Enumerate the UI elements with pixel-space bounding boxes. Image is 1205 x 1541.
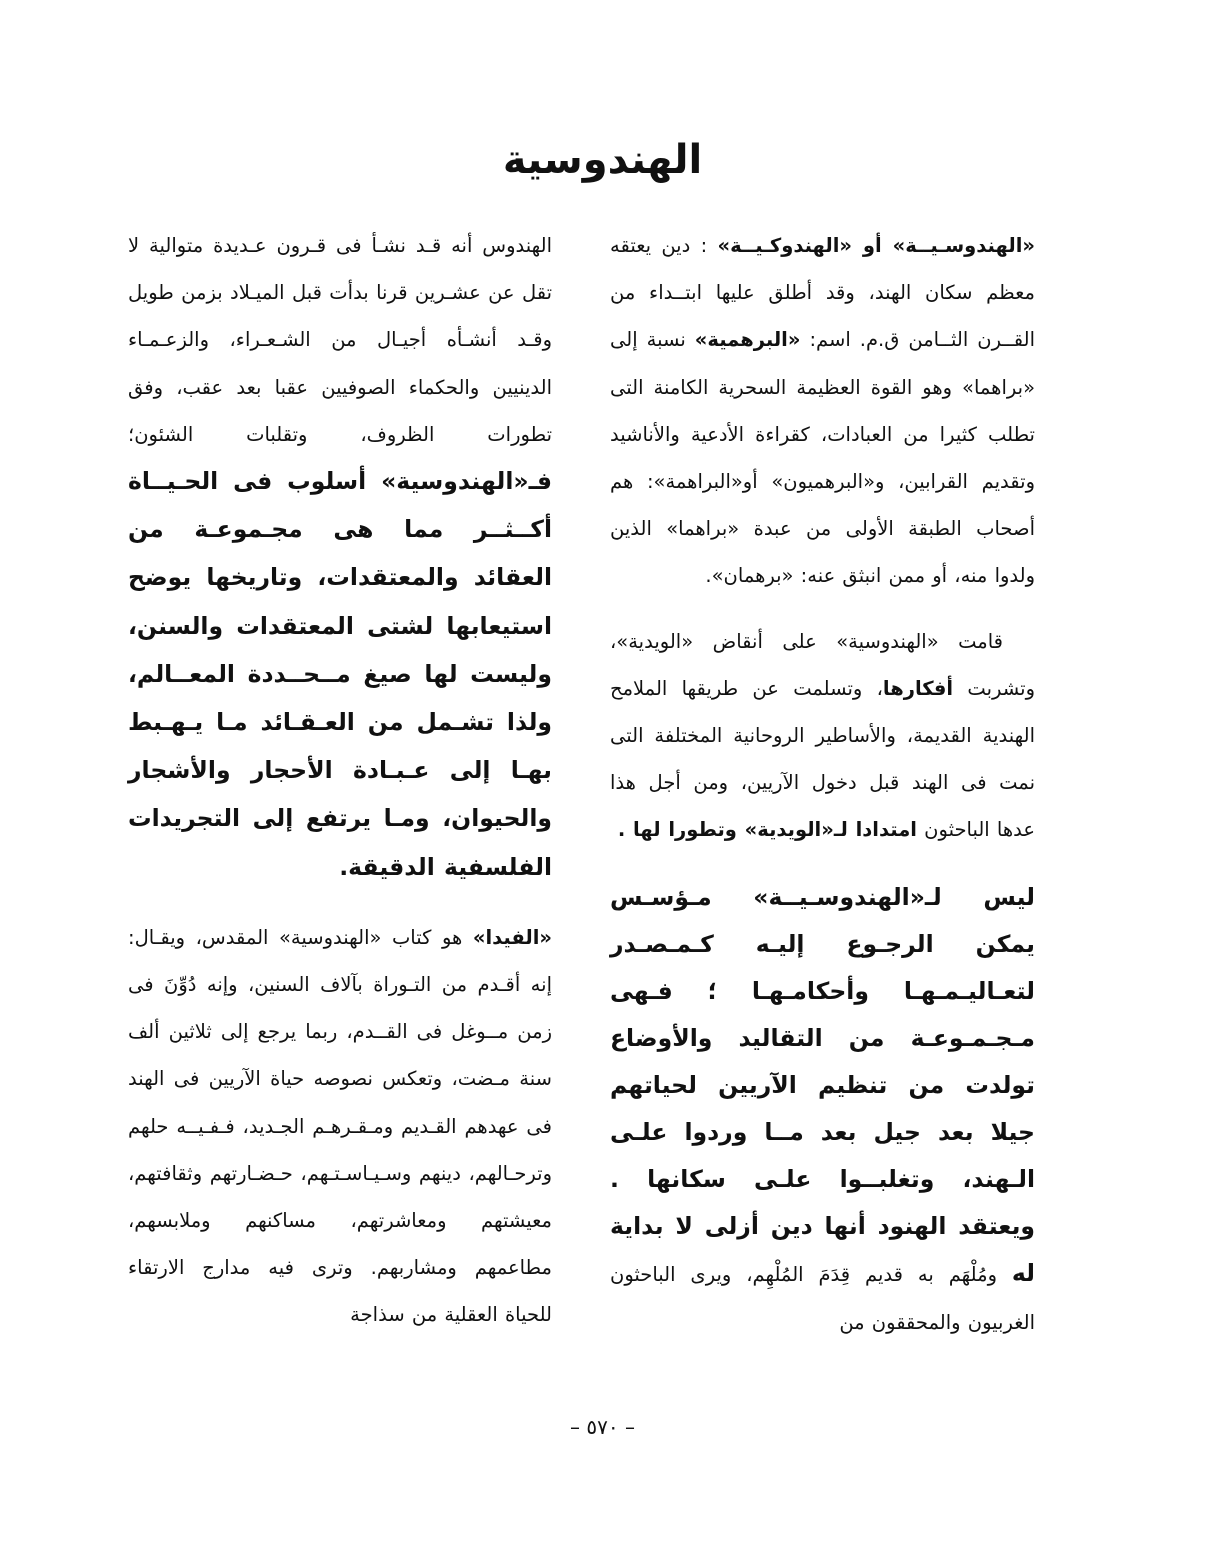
right-p2-text-2: ، وتسلمت عن طريقها الملامح الهندية القديمة، والأساطير الروحانية المختلفة التى نمت فى الهند قبل دخول الآريين، ومن أجل هذا عدها الباحثون xyxy=(610,676,1035,842)
right-paragraph-1 xyxy=(610,222,1035,600)
paragraph-gap xyxy=(128,892,552,914)
right-p2-bold-2: امتدادا لـ«الويدية» وتطورا لها . xyxy=(617,818,917,842)
right-p3-bold-1: ليس لـ«الهندوسـيــة» مـؤسـس يمكن الرجـوع إليـه كـمـصـدر لتعـاليـمـهـا وأحكامـهـا ؛ فـهى مـجـمـوعـة من التقاليد والأوضاع تولدت من تنظيم الآريين لحياتهم جيلا بعد جيل بعد مــا وردوا علـى الـهند، وتغلبــوا علـى سكانها . ويعتقد الهنود أنها دين أزلى لا بداية له xyxy=(610,882,1035,1287)
right-p2-text-1: قامت «الهندوسية» على أنقاض «الويدية»، وتشربت xyxy=(610,629,1035,700)
page-title: الهندوسية xyxy=(502,137,703,183)
left-column xyxy=(128,222,552,1339)
right-paragraph-2 xyxy=(610,618,1035,854)
left-paragraph-2 xyxy=(128,914,552,1339)
left-p1-text-1: الهندوس أنه قـد نشـأ فى قـرون عـديدة متوالية لا تقل عن عشـرين قرنا بدأت قبل الميـلاد بزمن طويل وقـد أنشـأه أجيـال من الشـعـراء، والزعـمـاء الدينيين والحكماء الصوفيين عقبا بعد عقب، وفق تطورات الظروف، وتقلبات الشئون؛ xyxy=(128,234,552,446)
right-p1-bold-2: «البرهمية» xyxy=(694,328,801,352)
left-p1-bold-1: فـ«الهندوسية» أسلوب فى الحـيــاة أكــثــر مما هى مجـموعـة من العقائد والمعتقدات، وتاريخها يوضح استيعابها لشتى المعتقدات والسنن، وليست لها صيغ مــحــددة المعــالم، ولذا تشـمل من العـقـائد مـا يـهـبط بهـا إلى عـبـادة الأحجار والأشجار والحيوان، ومـا يرتفع إلى التجريدات الفلسفية الدقيقة. xyxy=(128,467,552,881)
right-p1-text-1: : دين يعتقه معظم سكان الهند، وقد أطلق عليها ابتــداء من القــرن الثــامن ق.م. اسم: xyxy=(610,234,1035,352)
right-p1-text-2: نسبة إلى «براهما» وهو القوة العظيمة السحرية الكامنة التى تطلب كثيرا من العبادات، كقراءة الأدعية والأناشيد وتقديم القرابين، و«البرهميون» أو«البراهمة»: هم أصحاب الطبقة الأولى من عبدة «براهما» الذين ولدوا منه، أو ممن انبثق عنه: «برهمان». xyxy=(610,328,1035,588)
paragraph-gap xyxy=(610,854,1035,874)
left-p2-text-1: هو كتاب «الهندوسية» المقدس، ويقـال: إنه أقـدم من التـوراة بآلاف السنين، وإنه دُوِّنَ فى زمن مــوغل فى القــدم، ربما يرجع إلى ثلاثين ألف سنة مـضت، وتعكس نصوصه حياة الآريين فى الهند فى عهدهم القـديم ومـقـرهـم الجـديد، فـفـيــه حلهم وترحـالهم، دينهم وسـيـاسـتـهم، حـضـارتهم وثقافتهم، معيشتهم ومعاشرتهم، مساكنهم وملابسهم، مطاعمهم ومشاربهم. وترى فيه مدارج الارتقاء للحياة العقلية من سذاجة xyxy=(128,925,552,1327)
right-p1-lead-bold: «الهندوسـيــة» أو «الهندوكـيــة» xyxy=(717,234,1035,257)
right-paragraph-3 xyxy=(610,874,1035,1346)
left-paragraph-1 xyxy=(128,222,552,892)
paragraph-gap xyxy=(610,600,1035,618)
right-p2-bold-1: أفكارها xyxy=(882,676,954,700)
right-p3-text-1: ومُلْهَم به قديم قِدَمَ المُلْهِم، ويرى الباحثون الغربيون والمحققون من xyxy=(610,1262,1035,1334)
right-column xyxy=(610,222,1035,1346)
page-number: – ٥٧٠ – xyxy=(570,1415,635,1439)
left-p2-bold-1: «الفيدا» xyxy=(472,925,552,949)
